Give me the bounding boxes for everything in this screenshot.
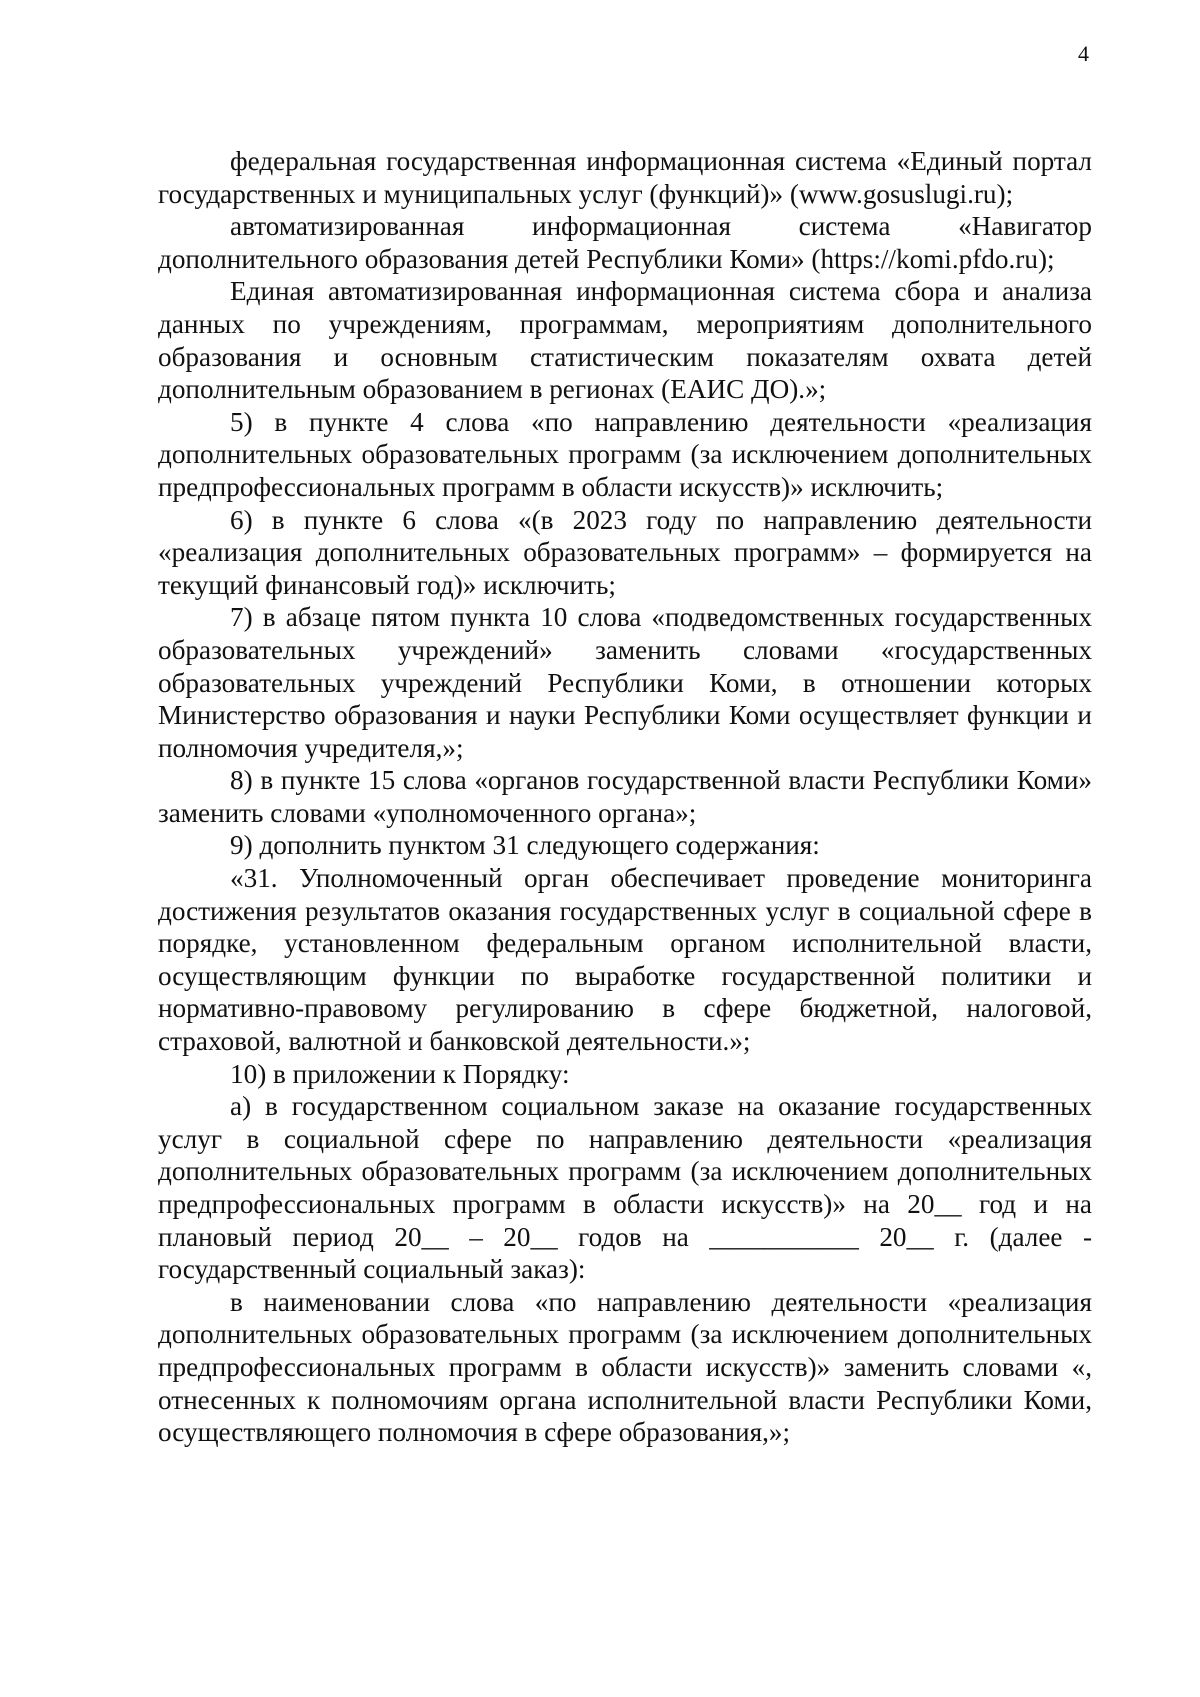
paragraph-item-9: 9) дополнить пунктом 31 следующего содержания:: [230, 830, 820, 861]
paragraph-eais-do: Единая автоматизированная информационная система сбора и анализа данных по учреждениям, программам, мероприятиям дополнительного образования и основным статистическим показателям охвата детей дополнительным образованием в регионах (ЕАИС ДО).»;: [158, 276, 1092, 405]
paragraph-gosuslugi: федеральная государственная информационная система «Единый портал государственных и муниципальных услуг (функций)» (www.gosuslugi.ru);: [158, 146, 1092, 209]
paragraph-item-5: 5) в пункте 4 слова «по направлению деятельности «реализация дополнительных образовательных программ (за исключением дополнительных предпрофессиональных программ в области искусств)» исключить;: [158, 406, 1092, 502]
paragraph-item-8: 8) в пункте 15 слова «органов государственной власти Республики Коми» заменить словами «уполномоченного органа»;: [158, 765, 1092, 828]
paragraph-naming: в наименовании слова «по направлению деятельности «реализация дополнительных образовательных программ (за исключением дополнительных предпрофессиональных программ в области искусств)» заменить словами «, отнесенных к полномочиям органа исполнительной власти Республики Коми, осуществляющего полномочия в сфере образования,»;: [158, 1286, 1092, 1448]
paragraph-item-6: 6) в пункте 6 слова «(в 2023 году по направлению деятельности «реализация дополнительных образовательных программ» – формируется на текущий финансовый год)» исключить;: [158, 504, 1092, 600]
document-body: [158, 145, 1092, 1449]
paragraph-item-31: «31. Уполномоченный орган обеспечивает проведение мониторинга достижения результатов оказания государственных услуг в социальной сфере в порядке, установленном федеральным органом исполнительной власти, осуществляющим функции по выработке государственной политики и нормативно-правовому регулированию в сфере бюджетной, налоговой, страховой, валютной и банковской деятельности.»;: [158, 863, 1092, 1057]
paragraph-item-10a: а) в государственном социальном заказе на оказание государственных услуг в социальной сфере по направлению деятельности «реализация дополнительных образовательных программ (за исключением дополнительных предпрофессиональных программ в области искусств)» на 20__ год и на плановый период 20__ – 20__ годов на ___________ 20__ г. (далее - государственный социальный заказ):: [158, 1091, 1092, 1285]
page-number: 4: [1078, 41, 1089, 66]
paragraph-item-10: 10) в приложении к Порядку:: [230, 1058, 570, 1089]
paragraph-item-7: 7) в абзаце пятом пункта 10 слова «подведомственных государственных образовательных учреждений» заменить словами «государственных образовательных учреждений Республики Коми, в отношении которых Министерство образования и науки Республики Коми осуществляет функции и полномочия учредителя,»;: [158, 602, 1092, 763]
paragraph-navigator: автоматизированная информационная система «Навигатор дополнительного образования детей Республики Коми» (https://komi.pfdo.ru);: [158, 211, 1092, 274]
